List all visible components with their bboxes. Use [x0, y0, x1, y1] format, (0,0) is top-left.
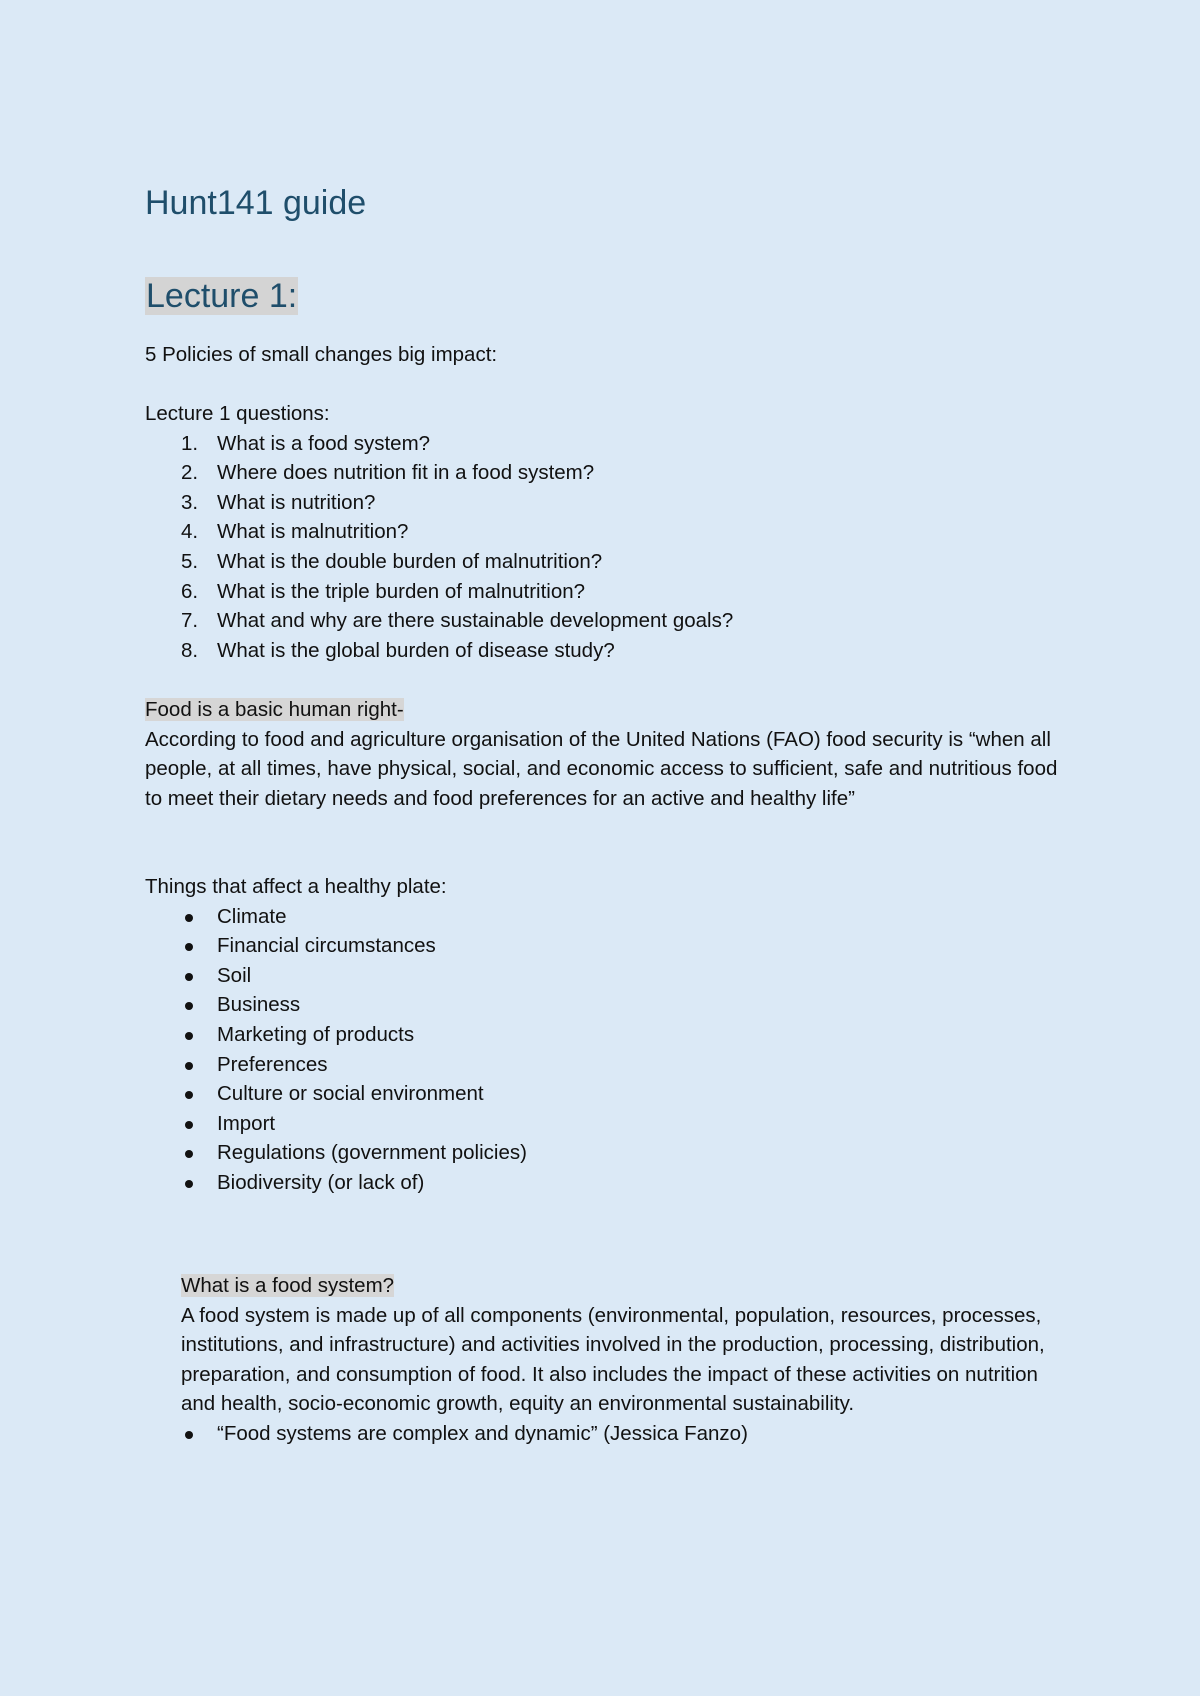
list-item — [145, 577, 1065, 607]
bullet-icon — [185, 1062, 193, 1070]
plate-heading: Things that affect a healthy plate: — [145, 875, 447, 898]
list-item — [145, 429, 1065, 459]
list-item: Financial circumstances — [145, 931, 1065, 961]
questions-heading: Lecture 1 questions: — [145, 402, 330, 425]
food-system-paragraph: A food system is made up of all components (environmental, population, resources, processes, institutions, and infrastructure) and activities involved in the production, processing, distribution, preparation, and consumption of food. It also includes the impact of these activities on nutrition and health, socio-economic growth, equity an environmental sustainability. — [181, 1303, 1045, 1416]
document-title: Hunt141 guide — [145, 184, 367, 222]
list-text: What is a food system? — [217, 431, 431, 455]
list-number: 1. — [181, 431, 199, 455]
bullet-icon — [185, 914, 193, 922]
list-number: 6. — [181, 579, 199, 603]
list-item: “Food systems are complex and dynamic” (Jessica Fanzo) — [181, 1419, 1065, 1449]
bullet-icon — [185, 943, 193, 951]
list-text: What is the double burden of malnutrition? — [217, 549, 603, 573]
food-system-list — [181, 1419, 1065, 1449]
bullet-icon — [185, 1121, 193, 1129]
questions-section — [145, 399, 1065, 665]
list-item: Business — [145, 990, 1065, 1020]
list-item: Biodiversity (or lack of) — [145, 1168, 1065, 1198]
list-item — [145, 458, 1065, 488]
bullet-icon — [185, 1002, 193, 1010]
list-item: Regulations (government policies) — [145, 1138, 1065, 1168]
right-heading: Food is a basic human right- — [145, 698, 404, 721]
list-item: Climate — [145, 902, 1065, 932]
list-item: Culture or social environment — [145, 1079, 1065, 1109]
list-number: 4. — [181, 520, 199, 544]
list-text: Where does nutrition fit in a food system? — [217, 461, 595, 485]
questions-list — [145, 429, 1065, 666]
list-item: Preferences — [145, 1050, 1065, 1080]
list-text: What and why are there sustainable development goals? — [217, 609, 734, 633]
bullet-icon — [185, 1032, 193, 1040]
lecture-heading — [145, 274, 298, 318]
bullet-icon — [185, 1431, 193, 1439]
right-paragraph: According to food and agriculture organisation of the United Nations (FAO) food security is “when all people, at all times, have physical, social, and economic access to sufficient, safe and nutritious food to meet their dietary needs and food preferences for an active and healthy life” — [145, 727, 1058, 810]
bullet-icon — [185, 973, 193, 981]
list-text: What is the triple burden of malnutrition? — [217, 579, 586, 603]
plate-section — [145, 872, 1065, 1198]
list-text: What is malnutrition? — [217, 520, 409, 544]
lecture-heading-text: Lecture 1: — [146, 277, 298, 315]
list-item: Import — [145, 1109, 1065, 1139]
policies-line: 5 Policies of small changes big impact: — [145, 343, 498, 366]
list-item — [145, 488, 1065, 518]
food-system-section — [181, 1271, 1065, 1449]
list-number: 3. — [181, 490, 199, 514]
list-number: 7. — [181, 609, 199, 633]
list-item — [145, 547, 1065, 577]
plate-list — [145, 902, 1065, 1198]
bullet-icon — [185, 1091, 193, 1099]
list-text: What is nutrition? — [217, 490, 376, 514]
bullet-icon — [185, 1150, 193, 1158]
list-number: 5. — [181, 549, 199, 573]
list-number: 2. — [181, 461, 199, 485]
right-section — [145, 695, 1065, 813]
list-text: What is the global burden of disease study? — [217, 638, 615, 662]
bullet-icon — [185, 1180, 193, 1188]
list-number: 8. — [181, 638, 199, 662]
list-item — [145, 517, 1065, 547]
list-item: Soil — [145, 961, 1065, 991]
food-system-heading: What is a food system? — [181, 1274, 395, 1297]
list-item: Marketing of products — [145, 1020, 1065, 1050]
list-item — [145, 606, 1065, 636]
list-item — [145, 636, 1065, 666]
